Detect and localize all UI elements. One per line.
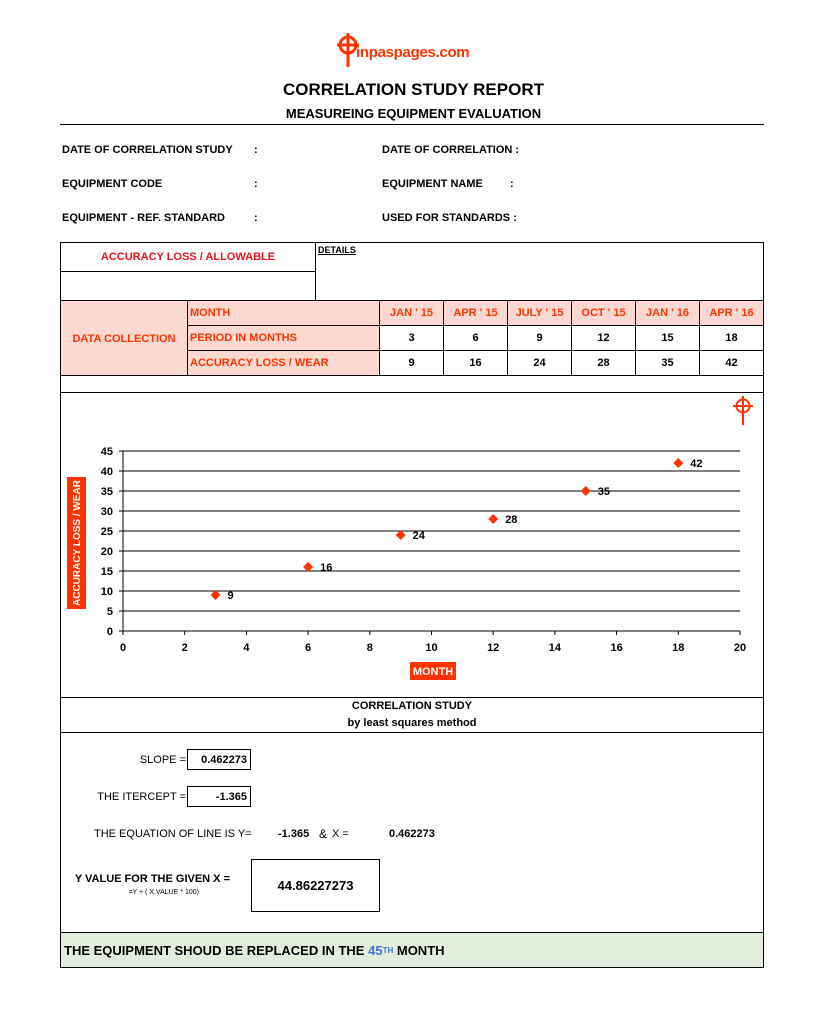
y-value-label: Y VALUE FOR THE GIVEN X = [74, 873, 230, 885]
data-label: 28 [505, 514, 518, 526]
period-cell: 12 [597, 332, 610, 344]
y-tick-label: 25 [100, 526, 113, 538]
page-title: CORRELATION STUDY REPORT [283, 80, 544, 99]
y-axis-title [67, 477, 86, 609]
conclusion-suffix: MONTH [396, 942, 445, 958]
month-header-cell: OCT ' 15 [572, 301, 635, 325]
info-sep: : [510, 178, 514, 190]
wear-cell: 42 [725, 357, 738, 369]
x-tick-label: 10 [425, 642, 438, 654]
y-value-formula: =Y + ( X.VALUE * 100) [128, 889, 199, 896]
wear-cell: 35 [661, 357, 674, 369]
accuracy-loss-allowable-value[interactable] [60, 272, 315, 300]
wear-cell: 16 [469, 357, 482, 369]
wear-cell: 24 [533, 357, 546, 369]
used-for-standards-label: USED FOR STANDARDS : [382, 212, 517, 224]
info-sep: : [254, 144, 258, 156]
row-label-wear: ACCURACY LOSS / WEAR [188, 351, 379, 375]
month-header-cell: JAN ' 15 [380, 301, 443, 325]
conclusion-prefix: THE EQUIPMENT SHOUD BE REPLACED IN THE [64, 942, 365, 958]
x-tick-label: 12 [487, 642, 500, 654]
title-divider [60, 124, 764, 125]
details-value[interactable] [318, 258, 758, 298]
equipment-name-label: EQUIPMENT NAME [382, 178, 483, 190]
equipment-ref-standard-label: EQUIPMENT - REF. STANDARD [62, 212, 225, 224]
page-subtitle: MEASUREING EQUIPMENT EVALUATION [285, 106, 542, 121]
intercept-label: THE ITERCEPT = [97, 791, 186, 803]
period-cell: 9 [536, 332, 543, 344]
study-subtitle: by least squares method [347, 717, 477, 729]
equation-x-label: X = [332, 828, 349, 840]
replacement-month: 45 [368, 942, 383, 958]
equation-y-value: -1.365 [278, 828, 310, 840]
month-header-cell: APR ' 15 [444, 301, 507, 325]
data-collection-label: DATA COLLECTION [61, 301, 187, 376]
slope-label: SLOPE = [139, 754, 186, 766]
wear-cell: 28 [597, 357, 610, 369]
info-sep: : [254, 212, 258, 224]
chart-logo-icon [733, 396, 753, 425]
row-label-month: MONTH [188, 301, 379, 325]
equation-label: THE EQUATION OF LINE IS Y= [94, 828, 252, 840]
wear-cell: 9 [408, 357, 415, 369]
data-label: 24 [412, 530, 425, 542]
replacement-conclusion [60, 932, 764, 968]
x-axis-title [410, 662, 456, 680]
logo-text: inpaspages.com [356, 44, 470, 61]
x-tick-label: 4 [243, 642, 250, 654]
y-axis-title-text: ACCURACY LOSS / WEAR [72, 480, 83, 606]
equation-ampersand: & [319, 827, 328, 841]
data-label: 42 [690, 458, 703, 470]
divider [60, 697, 764, 698]
y-tick-label: 5 [106, 606, 113, 618]
period-cell: 18 [725, 332, 738, 344]
x-tick-label: 16 [610, 642, 623, 654]
x-tick-label: 6 [305, 642, 312, 654]
y-tick-label: 15 [100, 566, 113, 578]
month-header-cell: JULY ' 15 [508, 301, 571, 325]
x-axis-title-text: MONTH [412, 666, 454, 678]
y-tick-label: 10 [100, 586, 113, 598]
x-tick-label: 8 [366, 642, 373, 654]
month-header-cell: JAN ' 16 [636, 301, 699, 325]
period-cell: 3 [408, 332, 415, 344]
logo [336, 32, 476, 72]
date-of-correlation-study-label: DATE OF CORRELATION STUDY [62, 144, 233, 156]
data-point [673, 458, 683, 468]
data-label: 9 [227, 590, 234, 602]
x-tick-label: 14 [548, 642, 562, 654]
intercept-value: -1.365 [187, 786, 251, 807]
x-tick-label: 18 [672, 642, 685, 654]
equipment-code-label: EQUIPMENT CODE [62, 178, 163, 190]
date-of-correlation-label: DATE OF CORRELATION : [382, 144, 520, 156]
y-value-result: 44.86227273 [251, 859, 380, 912]
period-cell: 15 [661, 332, 674, 344]
y-tick-label: 30 [100, 506, 113, 518]
accuracy-wear-scatter-chart [61, 393, 763, 697]
x-tick-label: 2 [181, 642, 188, 654]
data-label: 35 [597, 486, 610, 498]
slope-value: 0.462273 [187, 749, 251, 770]
y-tick-label: 35 [100, 486, 113, 498]
accuracy-loss-allowable-label: ACCURACY LOSS / ALLOWABLE [100, 251, 276, 263]
divider [315, 242, 316, 300]
x-tick-label: 0 [119, 642, 127, 654]
y-tick-label: 40 [100, 466, 113, 478]
divider [60, 375, 764, 376]
y-tick-label: 20 [100, 546, 113, 558]
y-tick-label: 45 [100, 446, 113, 458]
study-title: CORRELATION STUDY [351, 700, 473, 712]
info-sep: : [254, 178, 258, 190]
details-label: DETAILS [318, 245, 356, 255]
month-header-cell: APR ' 16 [700, 301, 763, 325]
divider [60, 732, 764, 733]
row-label-period: PERIOD IN MONTHS [188, 326, 379, 350]
ordinal-suffix: TH [382, 945, 394, 955]
period-cell: 6 [472, 332, 479, 344]
equation-x-value: 0.462273 [389, 828, 435, 840]
data-label: 16 [320, 562, 333, 574]
data-point [581, 486, 591, 496]
data-point [488, 514, 498, 524]
y-tick-label: 0 [106, 626, 113, 638]
x-tick-label: 20 [733, 642, 747, 654]
